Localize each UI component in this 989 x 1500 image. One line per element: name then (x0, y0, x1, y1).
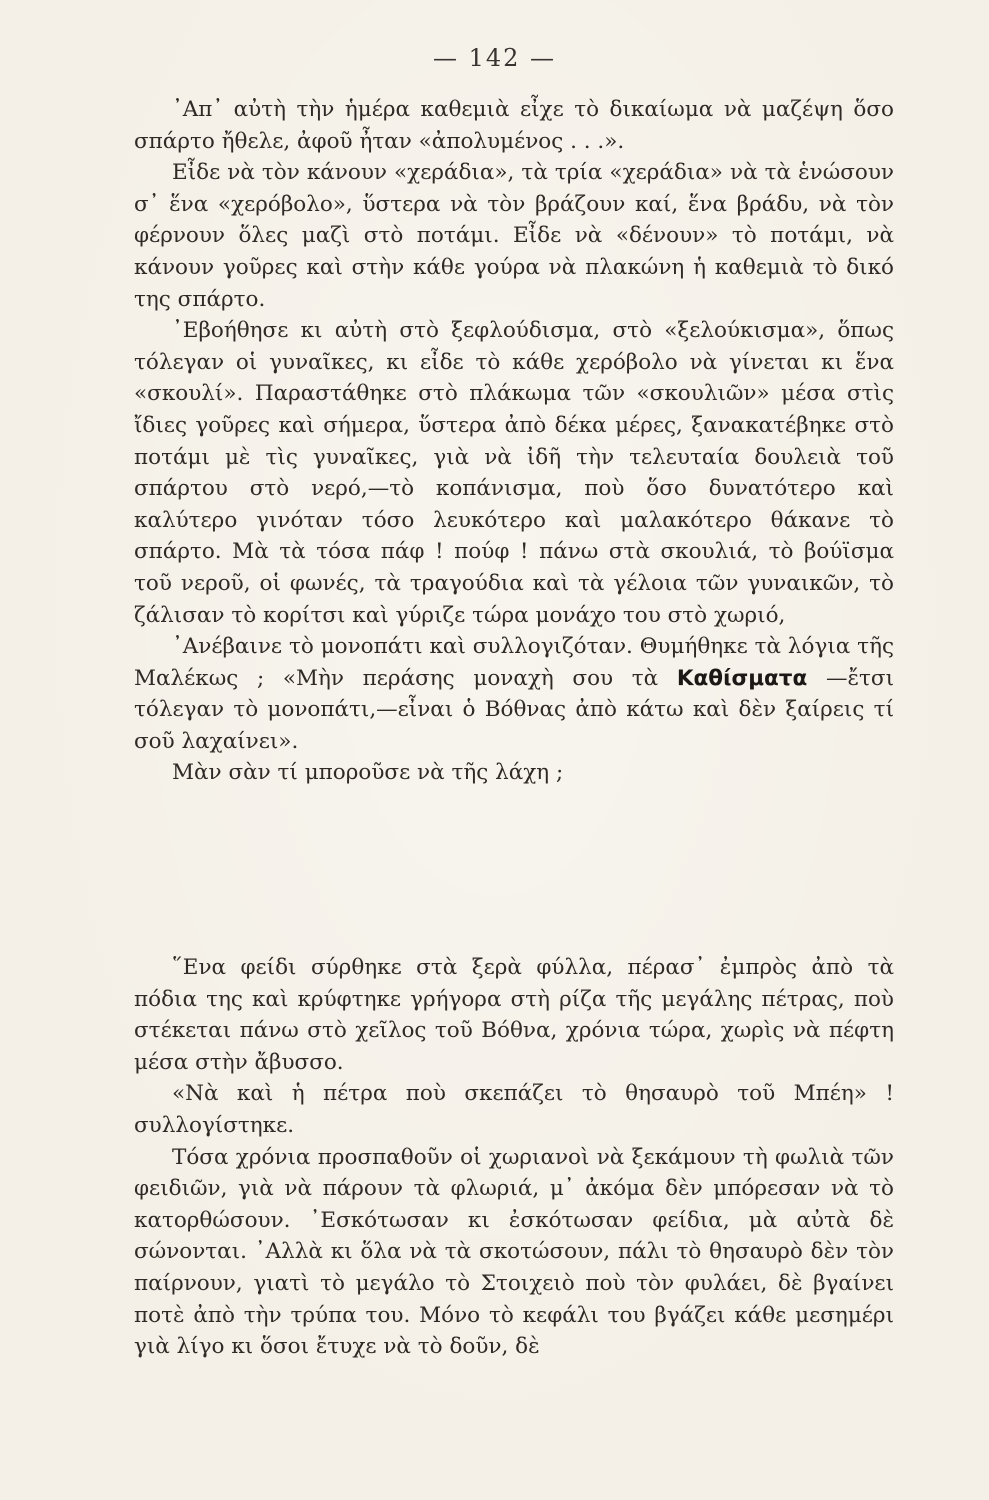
paragraph-4-end: —ἔτσι τόλεγαν τὸ μονοπάτι,—εἶναι ὁ Βόθνας ἀπὸ κάτω καὶ δὲν ξαίρεις τί σοῦ λαχαίνει». (134, 665, 894, 754)
paragraph-1: ᾿Απ᾿ αὐτὴ τὴν ἡμέρα καθεμιὰ εἶχε τὸ δικαίωμα νὰ μαζέψη ὅσο σπάρτο ἤθελε, ἀφοῦ ἦταν «ἀπολυμένος . . .». (134, 97, 894, 154)
paragraph-4 (134, 631, 894, 757)
page-number: — 142 — (432, 44, 557, 72)
paragraph-4-start: ᾿Ανέβαινε τὸ μονοπάτι καὶ συλλογιζόταν. Θυμήθηκε τὰ λόγια τῆς Μαλέκως ; «Μὴν περάσης μοναχὴ σου τὰ (134, 634, 894, 691)
paragraph-4-bold-word: Καθίσματα (676, 665, 808, 691)
text-section-2 (134, 952, 894, 1363)
paragraph-5: Μὰν σὰν τί μποροῦσε νὰ τῆς λάχη ; (172, 760, 564, 786)
paragraph-8: Τόσα χρόνια προσπαθοῦν οἱ χωριανοὶ νὰ ξεκάμουν τὴ φωλιὰ τῶν φειδιῶν, γιὰ νὰ πάρουν τὰ φλωριά, μ᾿ ἀκόμα δὲν μπόρεσαν νὰ τὸ κατορθώσουν. ᾿Εσκότωσαν κι ἐσκότωσαν φείδια, μὰ αὐτὰ δὲ σώνονται. ᾿Αλλὰ κι ὅλα νὰ τὰ σκοτώσουν, πάλι τὸ θησαυρὸ δὲν τὸν παίρνουν, γιατὶ τὸ μεγάλο τὸ Στοιχειὸ ποὺ τὸν φυλάει, δὲ βγαίνει ποτὲ ἀπὸ τὴν τρύπα του. Μόνο τὸ κεφάλι του βγάζει κάθε μεσημέρι γιὰ λίγο κι ὅσοι ἔτυχε νὰ τὸ δοῦν, δὲ (134, 1144, 894, 1360)
paragraph-2: Εἶδε νὰ τὸν κάνουν «χεράδια», τὰ τρία «χεράδια» νὰ τὰ ἑνώσουν σ᾿ ἕνα «χερόβολο», ὕστερα νὰ τὸν βράζουν καί, ἕνα βράδυ, νὰ τὸν φέρνουν ὅλες μαζὶ στὸ ποτάμι. Εἶδε νὰ «δένουν» τὸ ποτάμι, νὰ κάνουν γοῦρες καὶ στὴν κάθε γούρα νὰ πλακώνη ἡ καθεμιὰ τὸ δικό της σπάρτο. (134, 160, 894, 312)
text-section-1 (134, 94, 894, 789)
paragraph-7: «Νὰ καὶ ἡ πέτρα ποὺ σκεπάζει τὸ θησαυρὸ τοῦ Μπέη» ! συλλογίστηκε. (134, 1081, 894, 1138)
paragraph-6: ῞Ενα φείδι σύρθηκε στὰ ξερὰ φύλλα, πέρασ᾿ ἐμπρὸς ἀπὸ τὰ πόδια της καὶ κρύφτηκε γρήγορα στὴ ρίζα τῆς μεγάλης πέτρας, ποὺ στέκεται πάνω στὸ χεῖλος τοῦ Βόθνα, χρόνια τώρα, χωρὶς νὰ πέφτη μέσα στὴν ἄβυσσο. (134, 955, 894, 1075)
paragraph-3: ᾿Εβοήθησε κι αὐτὴ στὸ ξεφλούδισμα, στὸ «ξελούκισμα», ὅπως τόλεγαν οἱ γυναῖκες, κι εἶδε τὸ κάθε χερόβολο νὰ γίνεται κι ἕνα «σκουλί». Παραστάθηκε στὸ πλάκωμα τῶν «σκουλιῶν» μέσα στὶς ἴδιες γοῦρες καὶ σήμερα, ὕστερα ἀπὸ δέκα μέρες, ξανακατέβηκε στὸ ποτάμι μὲ τὶς γυναῖκες, γιὰ νὰ ἰδῆ τὴν τελευταία δουλειὰ τοῦ σπάρτου στὸ νερό,—τὸ κοπάνισμα, ποὺ ὅσο δυνατότερο καὶ καλύτερο γινόταν τόσο λευκότερο καὶ μαλακότερο θάκανε τὸ σπάρτο. Μὰ τὰ τόσα πάφ ! πούφ ! πάνω στὰ σκουλιά, τὸ βούϊσμα τοῦ νεροῦ, οἱ φωνές, τὰ τραγούδια καὶ τὰ γέλοια τῶν γυναικῶν, τὸ ζάλισαν τὸ κορίτσι καὶ γύριζε τώρα μονάχο του στὸ χωριό, (134, 318, 894, 628)
